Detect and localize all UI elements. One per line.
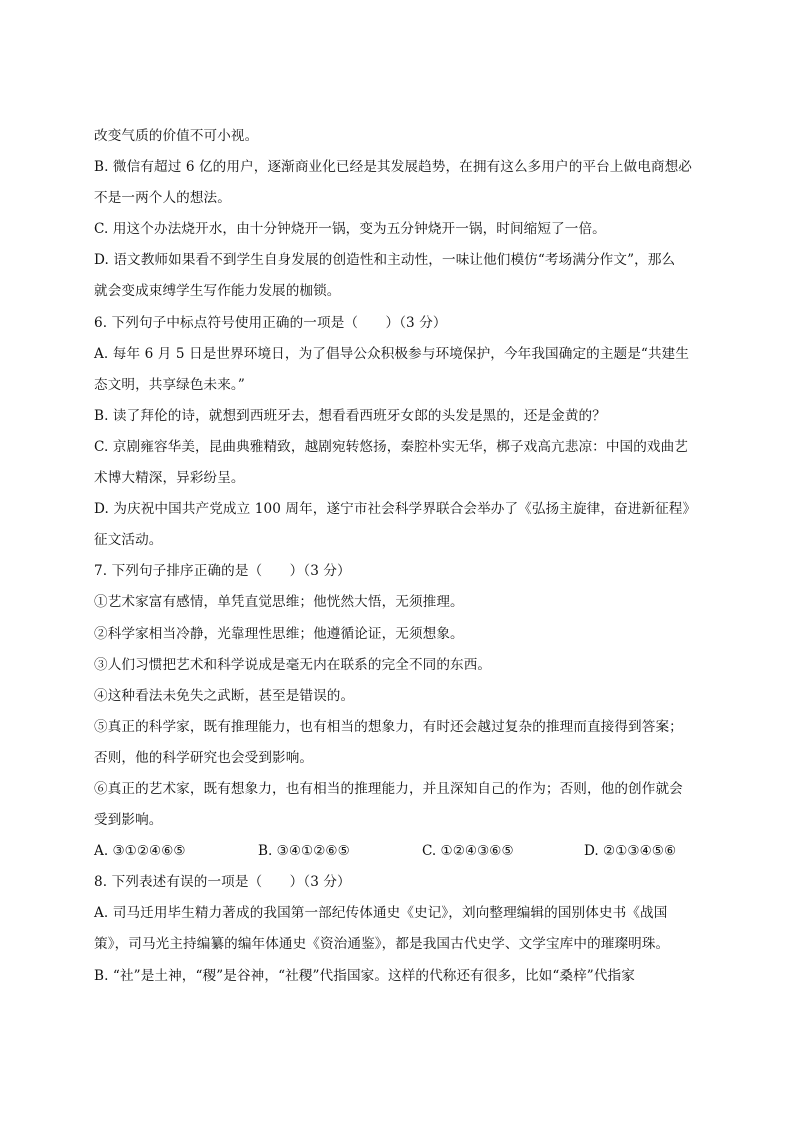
- q8-option-b-line-1: B. “社”是土神，“稷”是谷神，“社稷”代指国家。这样的代称还有很多，比如“桑梓”代指家: [94, 967, 635, 984]
- option-c-line: C. 用这个办法烧开水，由十分钟烧开一锅，变为五分钟烧开一锅，时间缩短了一倍。: [94, 221, 606, 238]
- option-d-line-1: D. 语文教师如果看不到学生自身发展的创造性和主动性，一味让他们模仿“考场满分作文”，那么: [94, 252, 676, 269]
- q6-option-b-line: B. 读了拜伦的诗，就想到西班牙去，想看看西班牙女郎的头发是黑的，还是金黄的？: [94, 407, 606, 424]
- question-7-stem: 7. 下列句子排序正确的是（ ）（3 分）: [94, 563, 351, 580]
- question-8-stem: 8. 下列表述有误的一项是（ ）（3 分）: [94, 874, 351, 891]
- q7-sentence-5-line-2: 否则，他的科学研究也会受到影响。: [94, 749, 314, 766]
- q6-option-a-line-2: 态文明，共享绿色未来。”: [94, 376, 245, 393]
- q7-sentence-4: ④这种看法未免失之武断，甚至是错误的。: [94, 687, 355, 704]
- q6-option-a-line-1: A. 每年 6 月 5 日是世界环境日，为了倡导公众积极参与环境保护，今年我国确定的主题是“共建生: [94, 345, 690, 362]
- option-b-line-1: B. 微信有超过 6 亿的用户，逐渐商业化已经是其发展趋势，在拥有这么多用户的平台上做电商想必: [94, 159, 692, 176]
- q7-option-c: C. ①②④③⑥⑤: [422, 843, 514, 860]
- q6-option-c-line-2: 术博大精深，异彩纷呈。: [94, 470, 245, 487]
- option-d-line-2: 就会变成束缚学生写作能力发展的枷锁。: [94, 283, 341, 300]
- question-6-stem: 6. 下列句子中标点符号使用正确的一项是（ ）（3 分）: [94, 314, 447, 331]
- q6-option-d-line-2: 征文活动。: [94, 532, 163, 549]
- q7-option-a: A. ③①②④⑥⑤: [94, 843, 186, 860]
- q7-sentence-3: ③人们习惯把艺术和科学说成是毫无内在联系的完全不同的东西。: [94, 656, 492, 673]
- q7-option-d: D. ②①③④⑤⑥: [584, 843, 677, 860]
- q7-sentence-6-line-2: 受到影响。: [94, 812, 163, 829]
- text-line: 改变气质的价值不可小视。: [94, 128, 259, 144]
- q6-option-c-line-1: C. 京剧雍容华美，昆曲典雅精致，越剧宛转悠扬，秦腔朴实无华，梆子戏高亢悲凉：中国的戏曲艺: [94, 438, 688, 455]
- q7-sentence-5-line-1: ⑤真正的科学家，既有推理能力，也有相当的想象力，有时还会越过复杂的推理而直接得到答案；: [94, 718, 683, 735]
- q7-sentence-6-line-1: ⑥真正的艺术家，既有想象力，也有相当的推理能力，并且深知自己的作为；否则，他的创作就会: [94, 780, 683, 797]
- q7-option-b: B. ③④①②⑥⑤: [258, 843, 350, 860]
- q7-options-row: [94, 836, 706, 867]
- q8-option-a-line-2: 策》，司马光主持编纂的编年体通史《资治通鉴》，都是我国古代史学、文学宝库中的璀璨明珠。: [94, 936, 670, 953]
- q6-option-d-line-1: D. 为庆祝中国共产党成立 100 周年，遂宁市社会科学界联合会举办了《弘扬主旋律，奋进新征程》: [94, 501, 697, 518]
- q7-sentence-1: ①艺术家富有感情，单凭直觉思维；他恍然大悟，无须推理。: [94, 594, 464, 611]
- document-page: [94, 121, 706, 992]
- q7-sentence-2: ②科学家相当冷静，光靠理性思维；他遵循论证，无须想象。: [94, 625, 464, 642]
- option-b-line-2: 不是一两个人的想法。: [94, 190, 231, 207]
- q8-option-a-line-1: A. 司马迁用毕生精力著成的我国第一部纪传体通史《史记》，刘向整理编辑的国别体史书《战国: [94, 905, 668, 922]
